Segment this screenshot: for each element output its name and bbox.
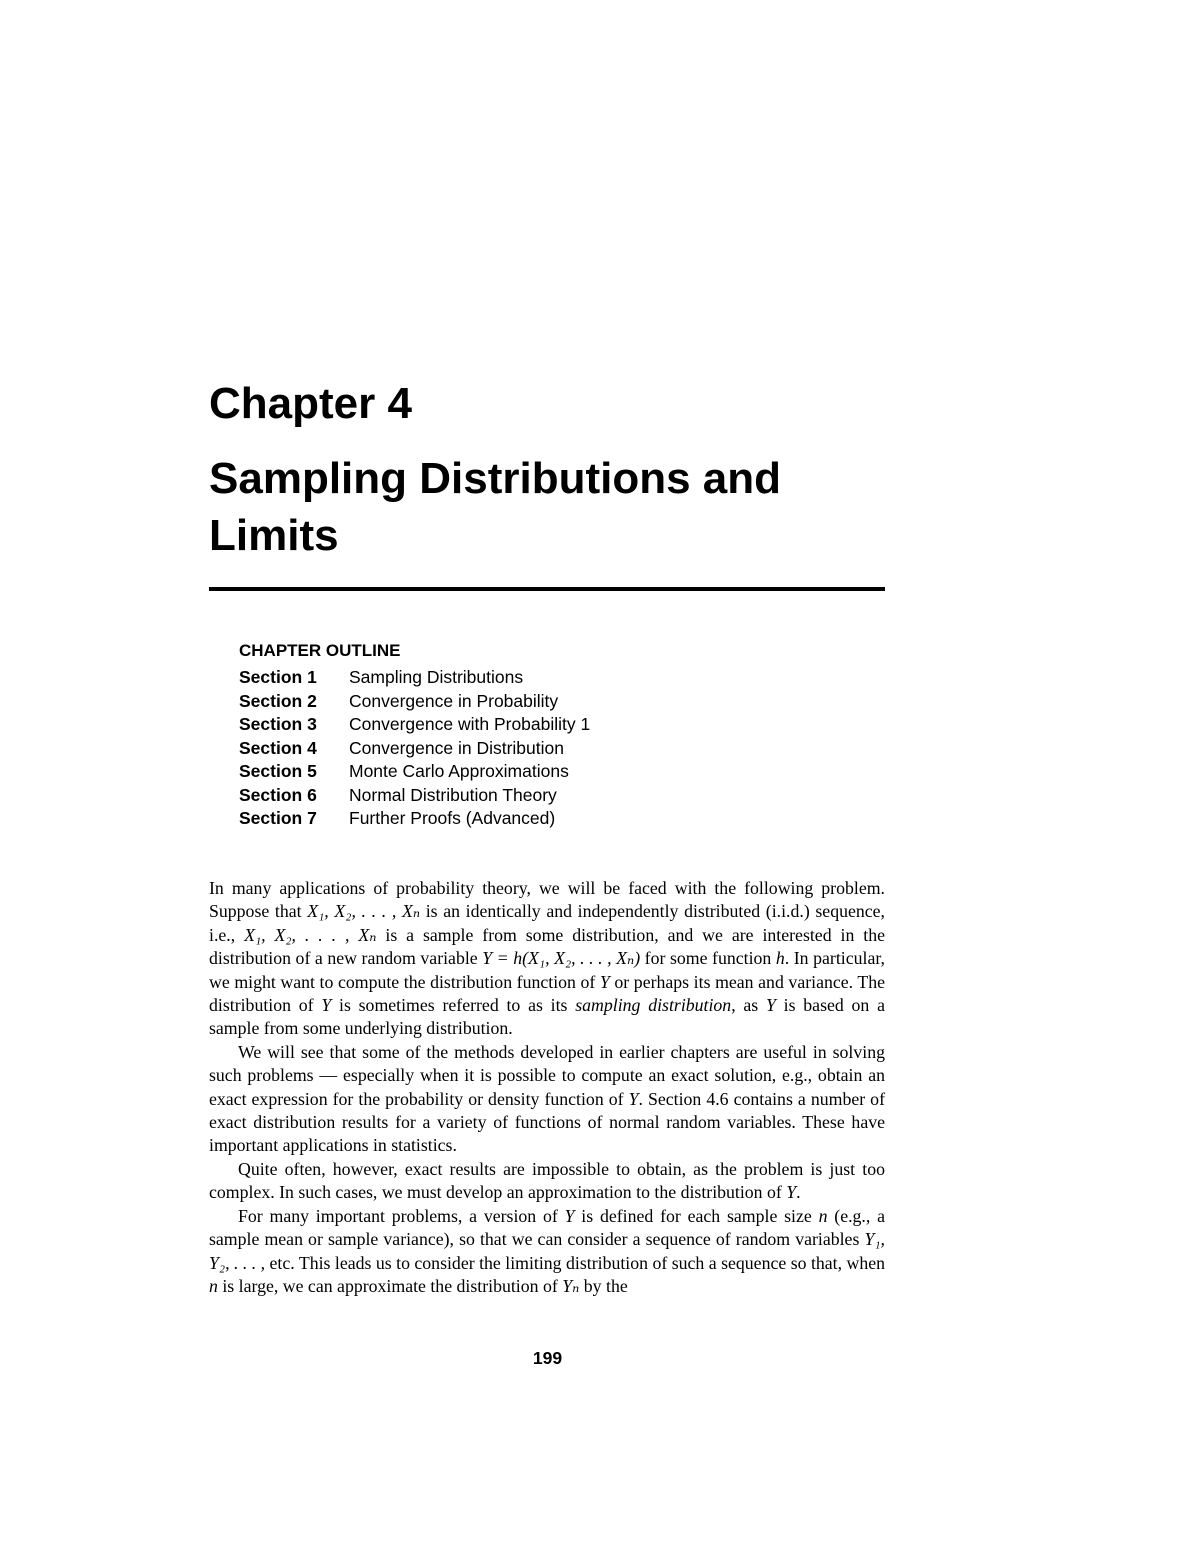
outline-item-title: Monte Carlo Approximations: [349, 761, 569, 781]
text-run: For many important problems, a version of: [238, 1205, 565, 1226]
body-text: [209, 877, 885, 1298]
outline-item-title: Convergence with Probability 1: [349, 714, 591, 734]
outline-item: [239, 784, 839, 808]
math-sequence: Y₁, Y₂, . . . ,: [209, 1229, 885, 1273]
text-run: , as: [731, 995, 766, 1016]
outline-item: [239, 737, 839, 761]
math-equation: Y = h(X₁, X₂, . . . , Xₙ): [482, 948, 641, 969]
paragraph: [209, 1158, 885, 1205]
page-number: 199: [532, 1348, 563, 1368]
outline-item-title: Sampling Distributions: [349, 667, 524, 687]
outline-item: [239, 666, 839, 690]
outline-item-label: Section 3: [239, 714, 317, 734]
outline-item-title: Further Proofs (Advanced): [349, 808, 556, 828]
chapter-number: Chapter 4: [209, 379, 412, 428]
paragraph: [209, 1205, 885, 1299]
text-run: . In particular, we might want to compute the distribution function of: [209, 948, 885, 992]
text-run: In many applications of probability theory, we will be faced with the following problem. Suppose that: [209, 878, 885, 922]
outline-item: [239, 713, 839, 737]
outline-item-title: Convergence in Probability: [349, 690, 559, 711]
outline-item: [239, 690, 839, 714]
paragraph-intro: [209, 877, 885, 1041]
math-symbol: Y: [599, 971, 610, 992]
math-sequence: X₁, X₂, . . . , Xₙ: [244, 924, 377, 945]
text-run: Quite often, however, exact results are impossible to obtain, as the problem is just too complex. In such cases, we must develop an approximation to the distribution of: [209, 1158, 885, 1203]
outline-item-title: Convergence in Distribution: [349, 737, 564, 758]
math-symbol: Y: [321, 995, 332, 1016]
text-run: is a sample from some distribution, and we are interested in the distribution of a new random variable: [209, 924, 885, 969]
text-run: etc. This leads us to consider the limiting distribution of such a sequence so that, when: [265, 1252, 886, 1273]
outline-item-label: Section 6: [239, 784, 317, 805]
chapter-title: Sampling Distributions and Limits: [209, 454, 782, 560]
math-symbol: h: [775, 948, 785, 969]
text-run: is based on a sample from some underlying distribution.: [209, 995, 885, 1039]
header-rule: [209, 587, 885, 591]
math-symbol: Y: [786, 1182, 797, 1203]
text-run: .: [796, 1182, 801, 1203]
outline-item-label: Section 7: [239, 808, 317, 828]
paragraph: [209, 1041, 885, 1158]
outline-item-label: Section 1: [239, 667, 317, 687]
text-run: is sometimes referred to as its: [331, 995, 576, 1016]
math-symbol: Y: [564, 1205, 575, 1226]
math-symbol: Yₙ: [562, 1275, 580, 1296]
text-run: (e.g., a sample mean or sample variance), so that we can consider a sequence of random variables: [209, 1205, 885, 1250]
outline-item-label: Section 4: [239, 737, 317, 758]
defined-term: sampling distribution: [575, 995, 732, 1016]
text-run: by the: [579, 1275, 628, 1296]
text-run: is an identically and independently distributed (i.i.d.) sequence, i.e.,: [209, 901, 885, 945]
math-symbol: Y: [628, 1088, 639, 1109]
text-run: for some function: [640, 948, 776, 969]
math-symbol: Y: [766, 995, 776, 1016]
outline-heading: CHAPTER OUTLINE: [239, 641, 401, 660]
text-run: We will see that some of the methods developed in earlier chapters are useful in solving such problems — especially when it is possible to compute an exact solution, e.g., obtain an exact expression for the probability or density function of: [209, 1041, 885, 1109]
math-symbol: n: [209, 1275, 218, 1296]
text-run: is large, we can approximate the distribution of: [217, 1275, 563, 1296]
outline-item-label: Section 2: [239, 690, 317, 711]
text-run: is defined for each sample size: [574, 1205, 819, 1226]
text-run: or perhaps its mean and variance. The distribution of: [209, 971, 885, 1016]
text-run: . Section 4.6 contains a number of exact distribution results for a variety of functions of normal random variables. These have important applications in statistics.: [209, 1088, 885, 1156]
outline-item-label: Section 5: [239, 761, 317, 781]
outline-item-title: Normal Distribution Theory: [349, 784, 557, 805]
outline-item: [239, 807, 839, 831]
outline-item: [239, 760, 839, 784]
chapter-header: [209, 376, 889, 564]
math-symbol: n: [818, 1205, 828, 1226]
chapter-outline: [239, 640, 839, 831]
math-sequence: X₁, X₂, . . . , Xₙ: [307, 901, 421, 922]
